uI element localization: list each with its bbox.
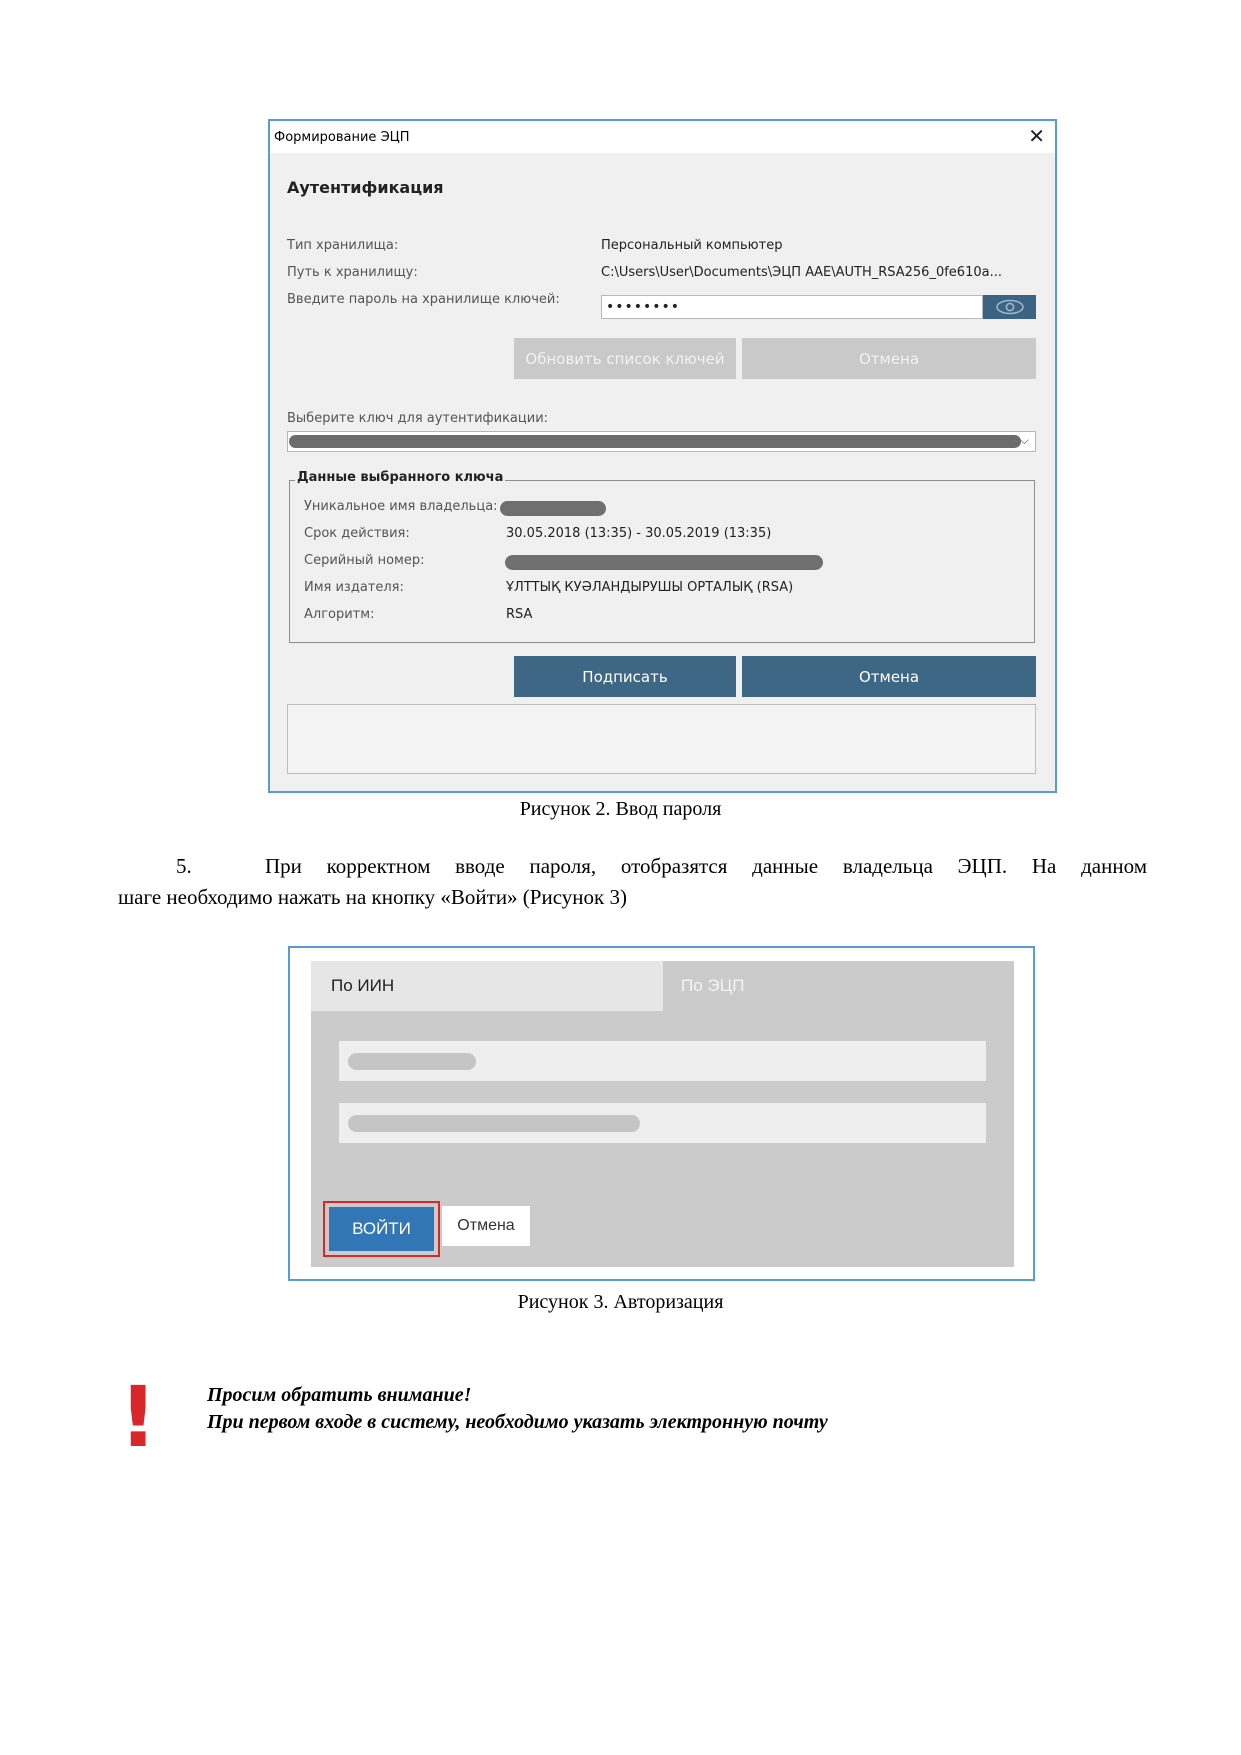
issuer-value: ҰЛТТЫҚ КУӘЛАНДЫРУШЫ ОРТАЛЫҚ (RSA) bbox=[506, 580, 794, 595]
ecp-dialog bbox=[268, 119, 1057, 793]
storage-path-label: Путь к хранилищу: bbox=[287, 265, 418, 280]
redacted-field-1 bbox=[348, 1053, 476, 1070]
validity-value: 30.05.2018 (13:35) - 30.05.2019 (13:35) bbox=[506, 526, 772, 541]
storage-type-label: Тип хранилища: bbox=[287, 238, 399, 253]
step-text-line1: При корректном вводе пароля, отобразятся данные владельца ЭЦП. На данном bbox=[265, 854, 1147, 878]
owner-label: Уникальное имя владельца: bbox=[304, 499, 498, 514]
issuer-label: Имя издателя: bbox=[304, 580, 404, 595]
step-text-line2: шаге необходимо нажать на кнопку «Войти» (Рисунок 3) bbox=[118, 885, 627, 909]
storage-path-value: C:\Users\User\Documents\ЭЦП ААЕ\AUTH_RSA256_0fe610a... bbox=[601, 265, 1002, 280]
login-frame bbox=[288, 946, 1035, 1281]
select-key-label: Выберите ключ для аутентификации: bbox=[287, 411, 549, 426]
refresh-keys-button[interactable]: Обновить список ключей bbox=[514, 338, 736, 379]
close-icon[interactable]: ✕ bbox=[1028, 124, 1045, 148]
enter-button[interactable]: ВОЙТИ bbox=[329, 1207, 434, 1251]
validity-label: Срок действия: bbox=[304, 526, 410, 541]
redacted-owner bbox=[500, 501, 606, 516]
serial-label: Серийный номер: bbox=[304, 553, 425, 568]
dialog-titlebar bbox=[270, 121, 1055, 153]
eye-icon[interactable] bbox=[983, 295, 1036, 319]
redacted-serial bbox=[505, 555, 823, 570]
dialog-title: Формирование ЭЦП bbox=[274, 130, 410, 145]
figure2-caption: Рисунок 2. Ввод пароля bbox=[519, 798, 722, 820]
notice-line1: Просим обратить внимание! bbox=[207, 1384, 472, 1406]
cancel-button[interactable]: Отмена bbox=[442, 1206, 530, 1246]
tab-ecp[interactable]: По ЭЦП bbox=[663, 961, 1014, 1011]
key-data-legend: Данные выбранного ключа bbox=[297, 470, 504, 485]
password-label: Введите пароль на хранилище ключей: bbox=[287, 292, 560, 307]
cancel-button-bottom[interactable]: Отмена bbox=[742, 656, 1036, 697]
password-input[interactable]: •••••••• bbox=[601, 295, 983, 319]
algorithm-label: Алгоритм: bbox=[304, 607, 375, 622]
enter-button-highlight bbox=[323, 1201, 440, 1257]
storage-type-value: Персональный компьютер bbox=[601, 238, 783, 253]
chevron-down-icon: ⌵ bbox=[1019, 433, 1029, 447]
section-title: Аутентификация bbox=[287, 178, 444, 197]
sign-button[interactable]: Подписать bbox=[514, 656, 736, 697]
redacted-key bbox=[289, 435, 1021, 448]
message-area bbox=[287, 704, 1036, 774]
login-panel bbox=[311, 961, 1014, 1267]
login-field-1[interactable] bbox=[339, 1041, 986, 1081]
figure3-caption: Рисунок 3. Авторизация bbox=[517, 1291, 724, 1313]
cancel-button-top[interactable]: Отмена bbox=[742, 338, 1036, 379]
key-select[interactable] bbox=[287, 431, 1036, 452]
tab-iin[interactable]: По ИИН bbox=[311, 961, 663, 1011]
notice-line2: При первом входе в систему, необходимо указать электронную почту bbox=[207, 1411, 828, 1433]
login-field-2[interactable] bbox=[339, 1103, 986, 1143]
step-number: 5. bbox=[176, 854, 192, 878]
redacted-field-2 bbox=[348, 1115, 640, 1132]
exclamation-icon: ! bbox=[119, 1368, 158, 1466]
algorithm-value: RSA bbox=[506, 607, 533, 622]
